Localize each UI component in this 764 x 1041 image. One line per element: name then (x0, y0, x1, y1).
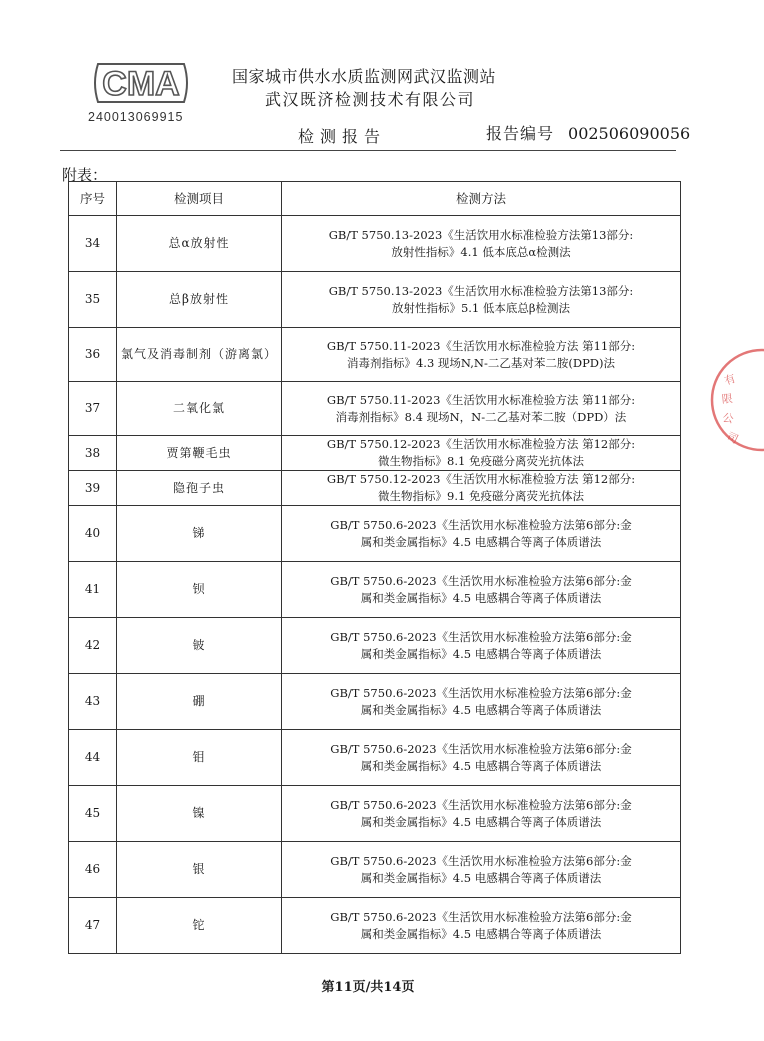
test-item: 铍 (117, 618, 282, 674)
row-number: 39 (69, 471, 117, 506)
row-number: 44 (69, 730, 117, 786)
header-no: 序号 (69, 182, 117, 216)
row-number: 47 (69, 898, 117, 954)
cma-logo-text: CMA (102, 65, 180, 103)
table-row (69, 842, 681, 898)
table-row (69, 730, 681, 786)
test-method (282, 471, 681, 506)
page-number: 第11页/共14页 (321, 980, 415, 995)
test-item: 钼 (117, 730, 282, 786)
svg-text:有: 有 (722, 371, 738, 388)
test-method-line1: GB/T 5750.6-2023《生活饮用水标准检验方法第6部分:金 (330, 629, 632, 644)
table-row (69, 216, 681, 272)
test-method (282, 506, 681, 562)
test-method-line2: 消毒剂指标》4.3 现场N,N-二乙基对苯二胺(DPD)法 (346, 355, 616, 370)
row-number: 36 (69, 328, 117, 382)
svg-text:司: 司 (724, 429, 741, 447)
test-method-line1: GB/T 5750.6-2023《生活饮用水标准检验方法第6部分:金 (330, 853, 632, 868)
test-method-line2: 属和类金属指标》4.5 电感耦合等离子体质谱法 (360, 870, 602, 885)
svg-text:限: 限 (721, 392, 734, 406)
row-number: 34 (69, 216, 117, 272)
table-row (69, 328, 681, 382)
row-number: 41 (69, 562, 117, 618)
test-item: 铊 (117, 898, 282, 954)
test-method (282, 562, 681, 618)
appendix-label: 附表： (62, 166, 108, 184)
table-row (69, 618, 681, 674)
table-row (69, 382, 681, 436)
test-method (282, 842, 681, 898)
row-number: 38 (69, 436, 117, 471)
cma-logo-mark (88, 58, 194, 108)
test-method (282, 216, 681, 272)
test-item: 银 (117, 842, 282, 898)
table-row (69, 786, 681, 842)
table-row (69, 436, 681, 471)
report-number-label: 报告编号 (486, 124, 555, 143)
row-number: 37 (69, 382, 117, 436)
company-seal-stamp (704, 345, 764, 455)
table-row (69, 674, 681, 730)
test-method-line1: GB/T 5750.6-2023《生活饮用水标准检验方法第6部分:金 (330, 573, 632, 588)
test-method-line1: GB/T 5750.12-2023《生活饮用水标准检验方法 第12部分: (326, 472, 636, 486)
row-number: 35 (69, 272, 117, 328)
test-item: 硼 (117, 674, 282, 730)
report-number-value: 002506090056 (568, 124, 691, 143)
test-method-line2: 放射性指标》5.1 低本底总β检测法 (391, 300, 571, 315)
test-method (282, 730, 681, 786)
test-method-line2: 属和类金属指标》4.5 电感耦合等离子体质谱法 (360, 590, 602, 605)
test-item: 总β放射性 (117, 272, 282, 328)
test-method-line1: GB/T 5750.6-2023《生活饮用水标准检验方法第6部分:金 (330, 741, 632, 756)
test-method (282, 436, 681, 471)
test-item: 钡 (117, 562, 282, 618)
test-method-line2: 属和类金属指标》4.5 电感耦合等离子体质谱法 (360, 926, 602, 941)
test-method-line1: GB/T 5750.13-2023《生活饮用水标准检验方法第13部分: (328, 227, 634, 242)
report-title: 检测报告 (298, 127, 387, 146)
test-method-line2: 微生物指标》8.1 免疫磁分离荧光抗体法 (378, 454, 584, 468)
row-number: 40 (69, 506, 117, 562)
row-number: 45 (69, 786, 117, 842)
org-name-line1: 国家城市供水水质监测网武汉监测站 (232, 67, 497, 86)
test-method-line1: GB/T 5750.12-2023《生活饮用水标准检验方法 第12部分: (326, 437, 636, 451)
test-method (282, 272, 681, 328)
table-row (69, 471, 681, 506)
test-method-line1: GB/T 5750.6-2023《生活饮用水标准检验方法第6部分:金 (330, 685, 632, 700)
test-item: 隐孢子虫 (117, 471, 282, 506)
methods-table (68, 181, 681, 954)
org-name-line2: 武汉既济检测技术有限公司 (265, 90, 476, 109)
table-row (69, 562, 681, 618)
test-method-line1: GB/T 5750.6-2023《生活饮用水标准检验方法第6部分:金 (330, 797, 632, 812)
test-method-line2: 属和类金属指标》4.5 电感耦合等离子体质谱法 (360, 758, 602, 773)
test-item: 镍 (117, 786, 282, 842)
cma-code: 240013069915 (88, 110, 184, 124)
test-method (282, 674, 681, 730)
test-method-line2: 微生物指标》9.1 免疫磁分离荧光抗体法 (378, 489, 584, 503)
test-item: 氯气及消毒制剂（游离氯） (117, 328, 282, 382)
row-number: 43 (69, 674, 117, 730)
test-item: 总α放射性 (117, 216, 282, 272)
test-method-line2: 放射性指标》4.1 低本底总α检测法 (391, 244, 571, 259)
test-method (282, 786, 681, 842)
test-method-line2: 属和类金属指标》4.5 电感耦合等离子体质谱法 (360, 534, 602, 549)
test-method-line1: GB/T 5750.11-2023《生活饮用水标准检验方法 第11部分: (326, 392, 636, 407)
test-method-line1: GB/T 5750.6-2023《生活饮用水标准检验方法第6部分:金 (330, 517, 632, 532)
row-number: 46 (69, 842, 117, 898)
header-divider (60, 150, 676, 151)
test-item: 锑 (117, 506, 282, 562)
test-method-line2: 属和类金属指标》4.5 电感耦合等离子体质谱法 (360, 702, 602, 717)
test-method (282, 898, 681, 954)
test-method (282, 618, 681, 674)
test-method-line1: GB/T 5750.13-2023《生活饮用水标准检验方法第13部分: (328, 283, 634, 298)
test-method (282, 328, 681, 382)
test-item: 贾第鞭毛虫 (117, 436, 282, 471)
table-row (69, 898, 681, 954)
table-row (69, 272, 681, 328)
header-method: 检测方法 (282, 182, 681, 216)
test-method-line1: GB/T 5750.6-2023《生活饮用水标准检验方法第6部分:金 (330, 909, 632, 924)
table-row (69, 506, 681, 562)
cma-logo (88, 58, 198, 124)
row-number: 42 (69, 618, 117, 674)
test-method-line2: 属和类金属指标》4.5 电感耦合等离子体质谱法 (360, 646, 602, 661)
test-method-line2: 属和类金属指标》4.5 电感耦合等离子体质谱法 (360, 814, 602, 829)
svg-text:公: 公 (721, 411, 735, 426)
test-method-line2: 消毒剂指标》8.4 现场N，N-二乙基对苯二胺（DPD）法 (335, 409, 627, 424)
test-item: 二氧化氯 (117, 382, 282, 436)
table-header-row (69, 182, 681, 216)
header-item: 检测项目 (117, 182, 282, 216)
test-method-line1: GB/T 5750.11-2023《生活饮用水标准检验方法 第11部分: (326, 338, 636, 353)
test-method (282, 382, 681, 436)
report-number (486, 121, 690, 144)
